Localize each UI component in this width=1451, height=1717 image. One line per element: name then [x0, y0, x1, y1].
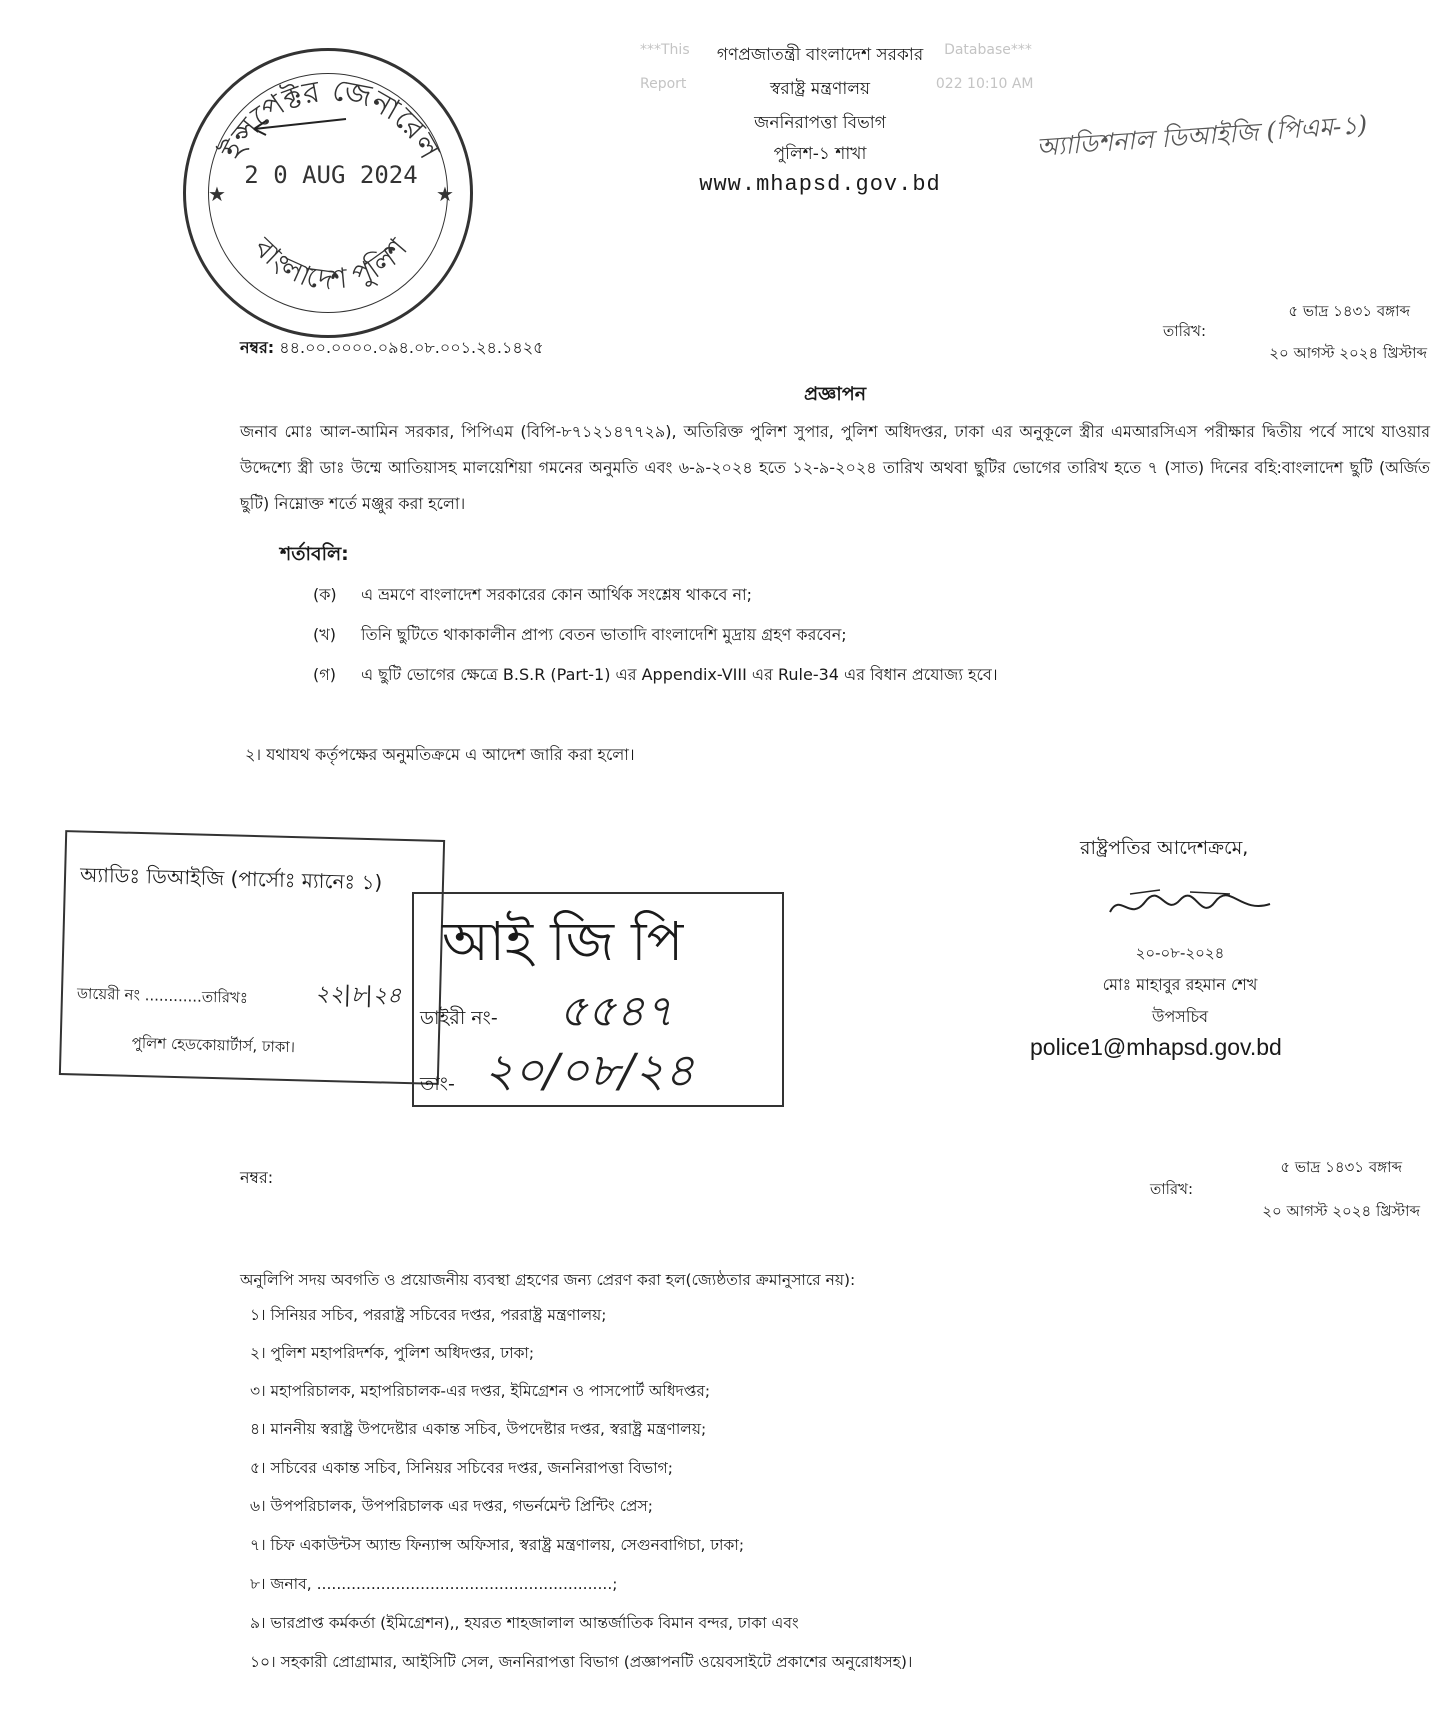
- condition-item: [313, 622, 847, 649]
- memo-date-english: ২০ আগস্ট ২০২৪ খ্রিস্টাব্দ: [1269, 344, 1427, 362]
- copy-list-item: ১। সিনিয়র সচিব, পররাষ্ট্র সচিবের দপ্তর, পররাষ্ট্র মন্ত্রণালয়;: [250, 1306, 607, 1324]
- memo-date-bangla: ৫ ভাদ্র ১৪৩১ বঙ্গাব্দ: [1288, 302, 1410, 320]
- paragraph-two: ২। যথাযথ কর্তৃপক্ষের অনুমতিক্রমে এ আদেশ জারি করা হলো।: [245, 745, 635, 764]
- conditions-title: শর্তাবলি:: [280, 543, 349, 565]
- condition-text: এ ছুটি ভোগের ক্ষেত্রে B.S.R (Part-1) এর Appendix-VIII এর Rule-34 এর বিধান প্রযোজ্য হবে।: [361, 665, 998, 684]
- round-stamp-ring-text: [186, 51, 476, 341]
- header-division: জননিরাপত্তা বিভাগ: [754, 113, 886, 133]
- memo-number: [240, 335, 544, 362]
- signatory-email-link[interactable]: police1@mhapsd.gov.bd: [1030, 1034, 1282, 1060]
- memo-number-label: নম্বর:: [240, 338, 275, 357]
- copy-list-item: ৬। উপপরিচালক, উপপরিচালক এর দপ্তর, গভর্নমেন্ট প্রিন্টিং প্রেস;: [250, 1497, 653, 1515]
- box-stamp-1-title: অ্যাডিঃ ডিআইজি (পার্সোঃ ম্যানেঃ ১): [79, 862, 383, 895]
- round-stamp-bottom-text: বাংলাদেশ পুলিশ: [247, 231, 414, 297]
- watermark-line-2: Report 022 10:10 AM: [640, 76, 1034, 92]
- header-government: গণপ্রজাতন্ত্রী বাংলাদেশ সরকার: [716, 45, 924, 65]
- condition-mark: (ক): [313, 585, 337, 604]
- condition-text: এ ভ্রমণে বাংলাদেশ সরকারের কোন আর্থিক সংশ্লেষ থাকবে না;: [361, 585, 753, 604]
- copy-list-item: ৭। চিফ একাউন্টস অ্যান্ড ফিন্যান্স অফিসার, স্বরাষ্ট্র মন্ত্রণালয়, সেগুনবাগিচা, ঢাকা;: [250, 1536, 745, 1554]
- box-stamp-1-diary-label: ডায়েরী নং ............তারিখঃ: [76, 984, 249, 1007]
- handwritten-note-top: অ্যাডিশনাল ডিআইজি (পিএম-১): [1035, 109, 1369, 162]
- condition-text: তিনি ছুটিতে থাকাকালীন প্রাপ্য বেতন ভাতাদি বাংলাদেশি মুদ্রায় গ্রহণ করবেন;: [361, 625, 847, 644]
- round-office-stamp: [183, 48, 473, 338]
- box-stamp-2-diary-label: ডাইরী নং-: [420, 1007, 498, 1029]
- memo-date-label: তারিখ:: [1163, 322, 1207, 340]
- signatory-designation: উপসচিব: [1151, 1007, 1208, 1026]
- condition-item: [313, 662, 998, 689]
- copy-memo-date-bangla: ৫ ভাদ্র ১৪৩১ বঙ্গাব্দ: [1280, 1158, 1402, 1176]
- copy-list-item: ৪। মাননীয় স্বরাষ্ট্র উপদেষ্টার একান্ত সচিব, উপদেষ্টার দপ্তর, স্বরাষ্ট্র মন্ত্রণালয়;: [250, 1420, 707, 1438]
- watermark-line-1: ***This Database***: [640, 42, 1032, 58]
- document-title: প্রজ্ঞাপন: [803, 383, 867, 405]
- condition-mark: (গ): [313, 665, 336, 684]
- copy-list-item: ৩। মহাপরিচালক, মহাপরিচালক-এর দপ্তর, ইমিগ্রেশন ও পাসপোর্ট অধিদপ্তর;: [250, 1382, 711, 1400]
- star-icon: ★: [208, 182, 226, 206]
- signature-scribble: [1100, 882, 1280, 932]
- star-icon: ★: [436, 182, 454, 206]
- condition-mark: (খ): [313, 625, 336, 644]
- signature-order-line: রাষ্ট্রপতির আদেশক্রমে,: [1080, 837, 1249, 859]
- copy-list-item: ৮। জনাব, ............................................................;: [250, 1575, 618, 1593]
- box-stamp-2-diary-number: ৫৫৪৭: [559, 986, 674, 1037]
- round-stamp-date: 2 0 AUG 2024: [244, 161, 418, 189]
- copy-list-item: ১০। সহকারী প্রোগ্রামার, আইসিটি সেল, জননিরাপত্তা বিভাগ (প্রজ্ঞাপনটি ওয়েবসাইটে প্রকাশের অনুরোধসহ)।: [250, 1653, 913, 1671]
- copy-intro: অনুলিপি সদয় অবগতি ও প্রয়োজনীয় ব্যবস্থা গ্রহণের জন্য প্রেরণ করা হল(জ্যেষ্ঠতার ক্রমানুসারে নয়):: [240, 1271, 856, 1289]
- round-stamp-top-text: ইন্সপেক্টর জেনারেল: [214, 72, 447, 166]
- box-stamp-2-title: আই জি পি: [442, 910, 684, 973]
- box-stamp-1-diary-handwriting: ২২|৮|২৪: [314, 981, 402, 1009]
- header-branch: পুলিশ-১ শাখা: [773, 144, 867, 164]
- header-website-link[interactable]: www.mhapsd.gov.bd: [699, 172, 941, 197]
- copy-list-item: ২। পুলিশ মহাপরিদর্শক, পুলিশ অধিদপ্তর, ঢাকা;: [250, 1344, 535, 1362]
- box-stamp-2-date-label: তাং-: [420, 1073, 455, 1095]
- body-paragraph: জনাব মোঃ আল-আমিন সরকার, পিপিএম (বিপি-৮৭১২১৪৭৭২৯), অতিরিক্ত পুলিশ সুপার, পুলিশ অধিদপ্তর, ঢাকা এর অনুকূলে স্ত্রীর এমআরসিএস পরীক্ষার দ্বিতীয় পর্বে সাথে যাওয়ার উদ্দেশ্যে স্ত্রী ডাঃ উম্মে আতিয়াসহ মালয়েশিয়া গমনের অনুমতি এবং ৬-৯-২০২৪ হতে ১২-৯-২০২৪ তারিখ অথবা ছুটির ভোগের তারিখ হতে ৭ (সাত) দিনের বহি:বাংলাদেশ ছুটি (অর্জিত ছুটি) নিম্নোক্ত শর্তে মঞ্জুর করা হলো।: [240, 422, 1430, 513]
- copy-memo-number-label: নম্বর:: [240, 1168, 274, 1187]
- copy-memo-date-english: ২০ আগস্ট ২০২৪ খ্রিস্টাব্দ: [1262, 1202, 1420, 1220]
- svg-text:বাংলাদেশ পুলিশ: [247, 230, 414, 296]
- copy-list-item: ৯। ভারপ্রাপ্ত কর্মকর্তা (ইমিগ্রেশন),, হযরত শাহজালাল আন্তর্জাতিক বিমান বন্দর, ঢাকা এবং: [250, 1614, 799, 1632]
- box-stamp-2-date-handwriting: ২০/০৮/২৪: [484, 1043, 695, 1097]
- header-ministry: স্বরাষ্ট্র মন্ত্রণালয়: [770, 79, 870, 99]
- memo-number-value: ৪৪.০০.০০০০.০৯৪.০৮.০০১.২৪.১৪২৫: [279, 338, 544, 357]
- copy-memo-date-label: তারিখ:: [1150, 1180, 1194, 1198]
- igp-receipt-stamp: [412, 892, 784, 1107]
- signatory-name: মোঃ মাহাবুর রহমান শেখ: [1102, 975, 1258, 994]
- signature-date: ২০-০৮-২০২৪: [1135, 944, 1225, 962]
- copy-list-item: ৫। সচিবের একান্ত সচিব, সিনিয়র সচিবের দপ্তর, জননিরাপত্তা বিভাগ;: [250, 1459, 674, 1477]
- svg-text:ইন্সপেক্টর জেনারেল: [215, 73, 448, 166]
- condition-item: [313, 582, 752, 609]
- addl-dig-receipt-stamp: [59, 830, 445, 1085]
- box-stamp-1-footer: পুলিশ হেডকোয়ার্টার্স, ঢাকা।: [131, 1033, 296, 1057]
